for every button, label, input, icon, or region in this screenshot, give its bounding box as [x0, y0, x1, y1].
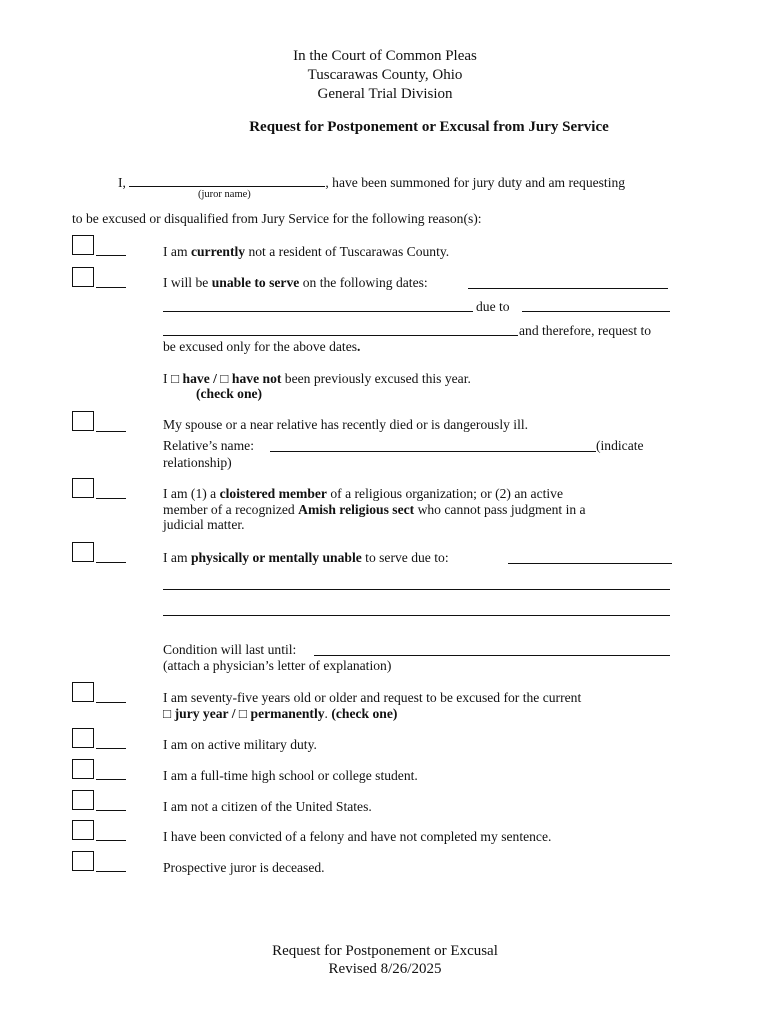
initial-line[interactable]	[96, 255, 126, 256]
relationship-text: relationship)	[163, 455, 232, 470]
reason-deceased: Prospective juror is deceased.	[163, 860, 325, 875]
initial-line[interactable]	[96, 871, 126, 872]
juror-name-caption: (juror name)	[198, 189, 251, 200]
intro-line	[118, 174, 625, 191]
county-name: Tuscarawas County, Ohio	[307, 67, 463, 83]
division-name: General Trial Division	[317, 86, 453, 102]
checkbox-military[interactable]	[72, 728, 94, 748]
checkbox-religious[interactable]	[72, 478, 94, 498]
initial-line[interactable]	[96, 779, 126, 780]
reason-religious-1: I am (1) a cloistered member of a religious organization; or (2) an active	[163, 486, 563, 501]
reason-felony: I have been convicted of a felony and have not completed my sentence.	[163, 829, 552, 844]
checkbox-relative-ill[interactable]	[72, 411, 94, 431]
initial-line[interactable]	[96, 748, 126, 749]
jury-year-permanently-options[interactable]: □ jury year / □ permanently	[163, 706, 325, 721]
reason-student: I am a full-time high school or college student.	[163, 768, 418, 783]
checkbox-felony[interactable]	[72, 820, 94, 840]
age-75-options: □ jury year / □ permanently. (check one)	[163, 706, 398, 721]
condition-line-1[interactable]	[163, 589, 670, 590]
excused-only-text: be excused only for the above dates.	[163, 339, 361, 354]
dates-field[interactable]	[468, 288, 668, 289]
checkbox-not-citizen[interactable]	[72, 790, 94, 810]
reason-relative-ill: My spouse or a near relative has recently died or is dangerously ill.	[163, 417, 529, 432]
juror-name-field[interactable]	[129, 174, 325, 187]
have-have-not-options[interactable]: □ have / □ have not	[170, 371, 282, 386]
relative-name-field[interactable]	[270, 451, 596, 452]
reason-unable-dates: I will be unable to serve on the following dates:	[163, 275, 428, 290]
condition-until-field[interactable]	[314, 655, 670, 656]
footer-title: Request for Postponement or Excusal	[272, 943, 498, 959]
relative-name-label: Relative’s name:	[163, 438, 254, 453]
due-to-label: due to	[476, 299, 510, 314]
reason-age-75: I am seventy-five years old or older and request to be excused for the current	[163, 690, 582, 705]
footer-revised: Revised 8/26/2025	[328, 961, 442, 977]
therefore-text: and therefore, request to	[519, 323, 652, 338]
initial-line[interactable]	[96, 702, 126, 703]
reason-military: I am on active military duty.	[163, 737, 317, 752]
intro-suffix: , have been summoned for jury duty and am requesting	[325, 175, 626, 190]
checkbox-unable-dates[interactable]	[72, 267, 94, 287]
condition-until-label: Condition will last until:	[163, 642, 297, 657]
dates-field-2[interactable]	[163, 311, 473, 312]
reason-not-citizen: I am not a citizen of the United States.	[163, 799, 372, 814]
court-name: In the Court of Common Pleas	[293, 48, 477, 64]
attach-letter-text: (attach a physician’s letter of explanation)	[163, 658, 392, 673]
reason-religious-2: member of a recognized Amish religious sect who cannot pass judgment in a	[163, 502, 586, 517]
intro-line-2: to be excused or disqualified from Jury Service for the following reason(s):	[72, 211, 482, 226]
checkbox-physically-unable[interactable]	[72, 542, 94, 562]
initial-line[interactable]	[96, 562, 126, 563]
form-title: Request for Postponement or Excusal from Jury Service	[249, 119, 609, 135]
previously-excused-line: I □ have / □ have not been previously excused this year.	[163, 371, 471, 386]
initial-line[interactable]	[96, 498, 126, 499]
checkbox-deceased[interactable]	[72, 851, 94, 871]
check-one-label: (check one)	[196, 386, 263, 401]
indicate-text: (indicate	[596, 438, 644, 453]
checkbox-student[interactable]	[72, 759, 94, 779]
reason-physically-unable: I am physically or mentally unable to serve due to:	[163, 550, 449, 565]
initial-line[interactable]	[96, 840, 126, 841]
intro-prefix: I,	[118, 175, 126, 190]
reason-religious-3: judicial matter.	[163, 517, 245, 532]
condition-line-2[interactable]	[163, 615, 670, 616]
due-to-condition-field[interactable]	[508, 563, 672, 564]
checkbox-age-75[interactable]	[72, 682, 94, 702]
initial-line[interactable]	[96, 431, 126, 432]
reason-not-resident: I am currently not a resident of Tuscarawas County.	[163, 244, 450, 259]
due-to-field[interactable]	[522, 311, 670, 312]
checkbox-not-resident[interactable]	[72, 235, 94, 255]
initial-line[interactable]	[96, 810, 126, 811]
reason-field[interactable]	[163, 335, 518, 336]
initial-line[interactable]	[96, 287, 126, 288]
